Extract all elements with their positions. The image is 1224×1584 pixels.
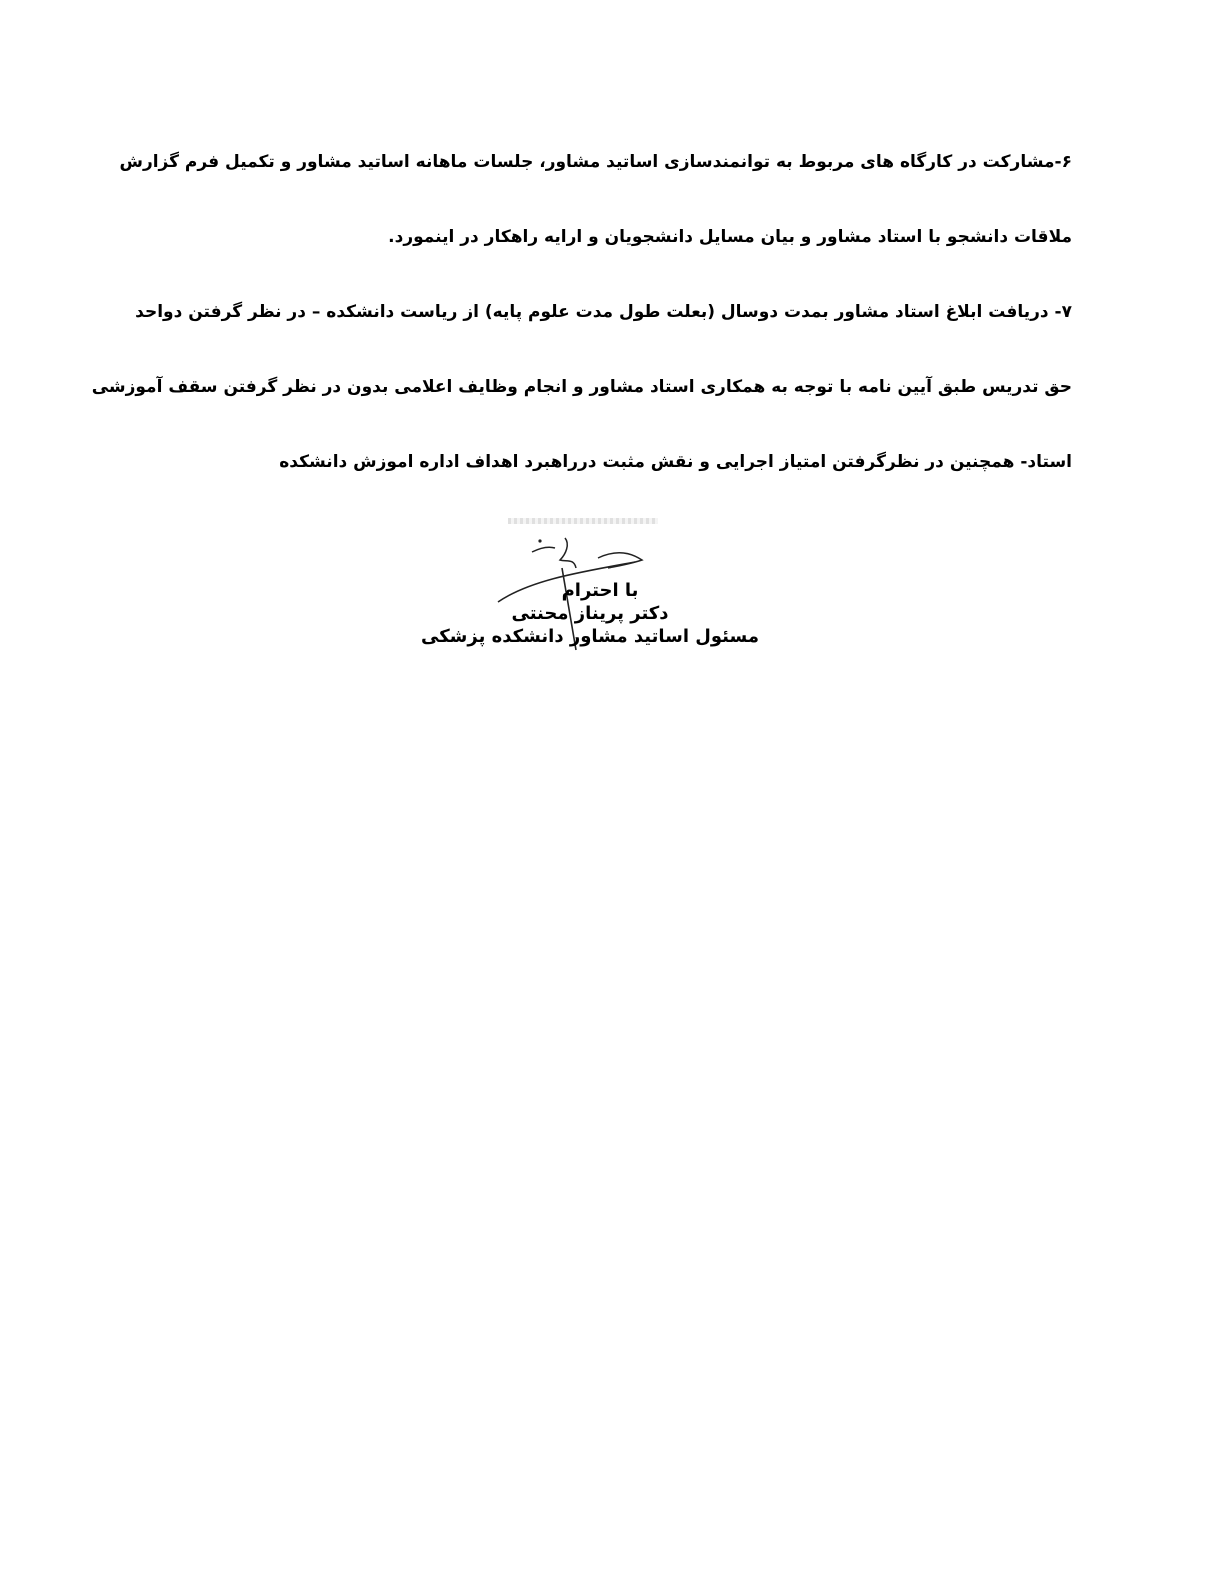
signatory-name: دکتر پریناز محنتی [511,603,669,624]
paragraph-7-line-1: ۷- دریافت ابلاغ استاد مشاور بمدت دوسال (بعلت طول مدت علوم پایه) از ریاست دانشکده – در نظر گرفتن دواحد [135,302,1072,322]
signatory-title: مسئول اساتید مشاور دانشکده پزشکی [421,626,759,647]
signature-block [380,510,800,670]
paragraph-7-line-2: حق تدریس طبق آیین نامه با توجه به همکاری استاد مشاور و انجام وظایف اعلامی بدون در نظر گرفتن سقف آموزشی [91,377,1072,397]
signature-stroke [560,538,576,568]
paragraph-6-line-1: ۶-مشارکت در کارگاه های مربوط به توانمندسازی اساتید مشاور، جلسات ماهانه اساتید مشاور و تکمیل فرم گزارش [119,152,1072,172]
signature-closing: با احترام [561,580,639,601]
signature-stroke [598,553,642,568]
signature-dot [538,539,541,542]
signature-stroke [532,547,555,552]
paragraph-6-line-2: ملاقات دانشجو با استاد مشاور و بیان مسایل دانشجویان و ارایه راهکار در اینمورد. [388,227,1072,247]
paragraph-7-line-3: استاد- همچنین در نظرگرفتن امتیاز اجرایی و نقش مثبت درراهبرد اهداف اداره اموزش دانشکده [279,452,1072,472]
